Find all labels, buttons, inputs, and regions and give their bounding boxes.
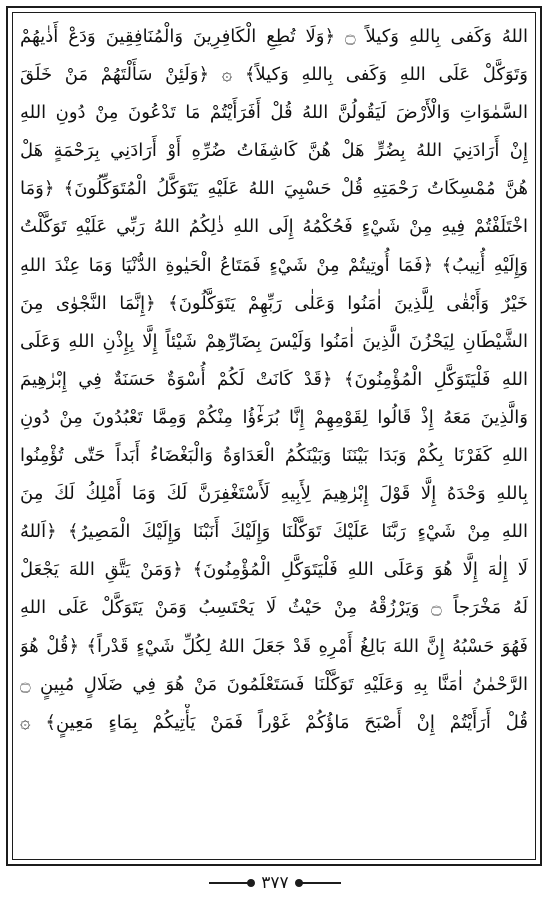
text-line-13: بِاللهِ وَحْدَهُ إِلَّا قَوْلَ إِبْرٰهِيمَ لِأَبِيهِ لَأَسْتَغْفِرَنَّ لَكَ وَمَا أَمْلِكُ لَكَ مِنَ	[20, 483, 528, 505]
text-line-9: الشَّيْطَانِ لِيَحْزُنَ الَّذِينَ اٰمَنُوا وَلَيْسَ بِضَارِّهِمْ شَيْئاً إِلَّا بِإِذْنِ اللهِ وَعَلَى	[20, 330, 528, 352]
text-line-5: هُنَّ مُمْسِكَاتُ رَحْمَتِهِ قُلْ حَسْبِيَ اللهُ عَلَيْهِ يَتَوَكَّلُ الْمُتَوَكِّلُونَ﴾ ﴿وَمَا	[20, 178, 528, 200]
text-line-19: قُلْ أَرَأَيْتُمْ إِنْ أَصْبَحَ مَاؤُكُمْ غَوْراً فَمَنْ يَأْتِيكُمْ بِمَاءٍ مَعِينٍ﴾ ۞	[20, 711, 528, 733]
text-line-2: وَتَوَكَّلْ عَلَى اللهِ وَكَفى بِاللهِ وَكيلاً﴾ ۞ ﴿وَلَئِنْ سَأَلْتَهُمْ مَنْ خَلَقَ	[20, 64, 528, 86]
text-line-4: إِنْ أَرَادَنِيَ اللهُ بِضُرٍّ هَلْ هُنَّ كَاشِفَاتُ ضُرِّهِ أَوْ أَرَادَنِي بِرَحْمَةٍ هَلْ	[20, 140, 528, 162]
page-footer	[0, 870, 550, 896]
text-line-15: لَا إِلٰهَ إِلَّا هُوَ وَعَلَى اللهِ فَلْيَتَوَكَّلِ الْمُؤْمِنُونَ﴾ ﴿وَمَنْ يَتَّقِ اللهَ يَجْعَلْ	[20, 559, 528, 581]
footer-ornament-left	[209, 879, 253, 887]
text-line-17: فَهُوَ حَسْبُهُ إِنَّ اللهَ بَالِغُ أَمْرِهِ قَدْ جَعَلَ اللهُ لِكُلِّ شَيْءٍ قَدْراً﴾ ﴿قُلْ هُوَ	[20, 635, 528, 657]
text-line-8: خَيْرٌ وَأَبْقٰى لِلَّذِينَ اٰمَنُوا وَعَلٰى رَبِّهِمْ يَتَوَكَّلُونَ﴾ ﴿إِنَّمَا النَّجْوٰى مِنَ	[20, 292, 528, 314]
text-line-6: اخْتَلَفْتُمْ فِيهِ مِنْ شَيْءٍ فَحُكْمُهُ إِلَى اللهِ ذٰلِكُمُ اللهُ رَبِّي عَلَيْهِ تَوَكَّلْتُ	[20, 216, 528, 238]
text-line-7: وَإِلَيْهِ أُنِيبُ﴾ ﴿فَمَا أُوتِيتُمْ مِنْ شَيْءٍ فَمَتَاعُ الْحَيٰوةِ الدُّنْيَا وَمَا عِنْدَ اللهِ	[20, 254, 528, 276]
text-line-3: السَّمٰوَاتِ وَالْأَرْضَ لَيَقُولُنَّ اللهُ قُلْ أَفَرَأَيْتُمْ مَا تَدْعُونَ مِنْ دُونِ اللهِ	[20, 102, 528, 124]
text-line-11: وَالَّذِينَ مَعَهُ إِذْ قَالُوا لِقَوْمِهِمْ إِنَّا بُرَءٰٓؤُا مِنْكُمْ وَمِمَّا تَعْبُدُونَ مِنْ دُونِ	[20, 406, 528, 428]
footer-ornament-right	[297, 879, 341, 887]
text-line-16: لَهُ مَخْرَجاً ۝ وَيَرْزُقْهُ مِنْ حَيْثُ لَا يَحْتَسِبُ وَمَنْ يَتَوَكَّلْ عَلَى اللهِ	[20, 597, 528, 619]
text-line-18: الرَّحْمٰنُ اٰمَنَّا بِهِ وَعَلَيْهِ تَوَكَّلْنَا فَسَتَعْلَمُونَ مَنْ هُوَ فِي ضَلَالٍ مُبِينٍ ۝	[20, 673, 528, 695]
page-text	[20, 18, 528, 856]
text-line-10: اللهِ فَلْيَتَوَكَّلِ الْمُؤْمِنُونَ﴾ ﴿قَدْ كَانَتْ لَكُمْ أُسْوَةٌ حَسَنَةٌ فِي إِبْرٰهِيمَ	[20, 368, 528, 390]
text-line-12: اللهِ كَفَرْنَا بِكُمْ وَبَدَا بَيْنَنَا وَبَيْنَكُمُ الْعَدَاوَةُ وَالْبَغْضَاءُ أَبَداً حَتّٰى تُؤْمِنُوا	[20, 445, 528, 467]
text-line-1: اللهُ وَكَفى بِاللهِ وَكيلاً ۝ ﴿وَلَا تُطِعِ الْكَافِرِينَ وَالْمُنَافِقِينَ وَدَعْ أَذٰيهُمْ	[20, 26, 528, 47]
page-number: ٣٧٧	[261, 873, 289, 893]
text-line-14: اللهِ مِنْ شَيْءٍ رَبَّنَا عَلَيْكَ تَوَكَّلْنَا وَإِلَيْكَ أَنَبْنَا وَإِلَيْكَ الْمَصِيرُ﴾ ﴿اَللهُ	[20, 521, 528, 543]
